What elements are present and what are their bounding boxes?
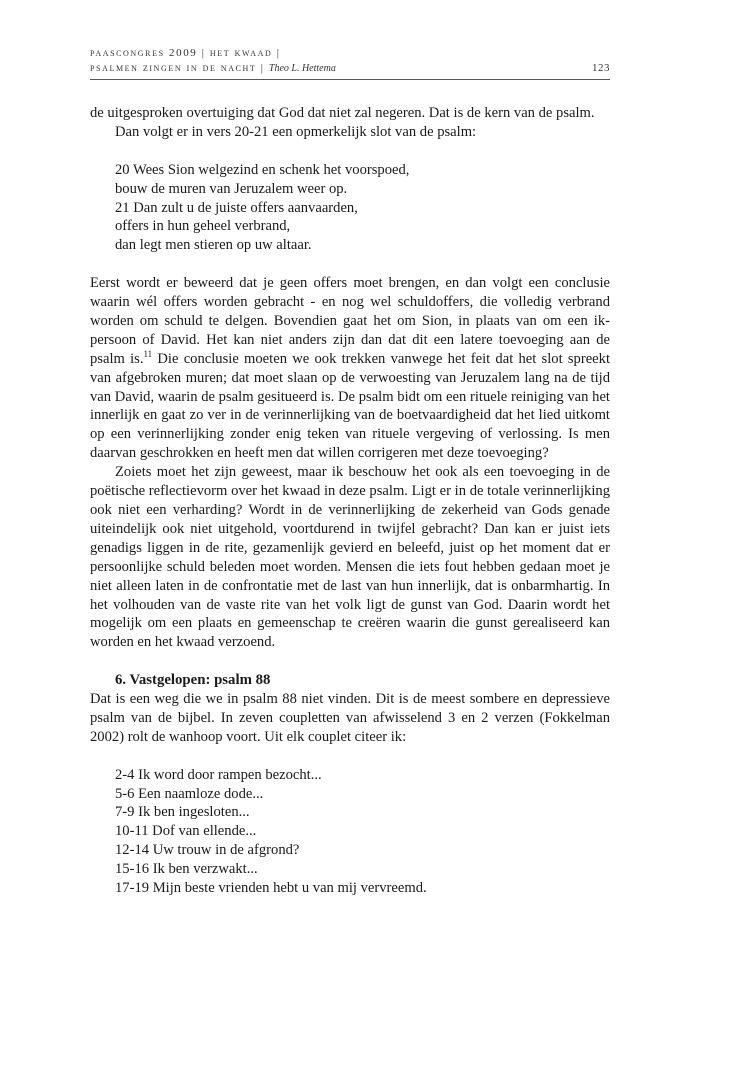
verse-line: dan legt men stieren op uw altaar. bbox=[115, 237, 312, 254]
spacer bbox=[90, 255, 610, 274]
verse-quote-2 bbox=[90, 766, 610, 898]
verse-line: offers in hun geheel verbrand, bbox=[115, 218, 291, 235]
verse-line: 17-19 Mijn beste vrienden hebt u van mij vervreemd. bbox=[115, 880, 427, 897]
paragraph-3-part-b: Die conclusie moeten we ook trekken vanwege het feit dat het slot spreekt van afgebroken muren; dat moet slaan op de verwoesting van Jeruzalem lang na de tijd van David, waarin de psalm gesitueerd is. De psalm bidt om een rituele reiniging van het innerlijk en gaat zo ver in de verinnerlijking van de boetvaardigheid dat het lied uitkomt op een verinnerlijking zonder enig teken van rituele vergeving of verlossing. Is men daarvan geschrokken en heeft men dat willen corrigeren met deze toevoeging? bbox=[90, 350, 611, 462]
verse-line: 5-6 Een naamloze dode... bbox=[115, 785, 264, 802]
verse-line: 15-16 Ik ben verzwakt... bbox=[115, 861, 258, 878]
header-rule bbox=[90, 79, 610, 80]
verse-line: 12-14 Uw trouw in de afgrond? bbox=[115, 842, 300, 859]
verse-quote-1 bbox=[90, 161, 610, 256]
spacer bbox=[90, 747, 610, 766]
verse-line: 2-4 Ik word door rampen bezocht... bbox=[115, 766, 322, 783]
paragraph-3-part-a: Eerst wordt er beweerd dat je geen offers moet brengen, en dan volgt een conclusie waarin wél offers worden gebracht - en nog wel schuldoffers, die volledig verbrand worden om schuld te delgen. Bovendien gaat het om Sion, in plaats van om een ik-persoon of David. Het kan niet anders zijn dan dat dit een latere toevoeging aan de psalm is. bbox=[90, 275, 610, 367]
footnote-reference[interactable]: 11 bbox=[143, 348, 153, 359]
paragraph-3 bbox=[90, 274, 610, 463]
page-body bbox=[90, 104, 610, 898]
running-header bbox=[90, 46, 610, 76]
verse-line: bouw de muren van Jeruzalem weer op. bbox=[115, 180, 348, 197]
paragraph-4: Zoiets moet het zijn geweest, maar ik beschouw het ook als een toevoeging in de poëtische reflectievorm over het kwaad in deze psalm. Ligt er in de totale verinnerlijking ook niet een verharding? Wordt in de verinnerlijking de zekerheid van Gods genade uiteindelijk ook niet uitgehold, voortdurend in twijfel gebracht? Dan kan er juist iets genadigs liggen in de rite, gezamenlijk gevierd en beleefd, juist op het moment dat er persoonlijke schuld beleden moet worden. Mensen die iets fout hebben gedaan moet je niet alleen laten in de confrontatie met de last van hun innerlijk, dat is onbarmhartig. In het volhouden van de vaste rite van het volk ligt de gunst van God. Daarin wordt het mogelijk om een plaats en gemeenschap te creëren waarin die gunst gerealiseerd kan worden en het kwaad verzoend. bbox=[90, 464, 610, 651]
verse-line: 21 Dan zult u de juiste offers aanvaarden, bbox=[115, 199, 358, 216]
page-number: 123 bbox=[592, 62, 610, 74]
paragraph-2: Dan volgt er in vers 20-21 een opmerkelijk slot van de psalm: bbox=[115, 123, 477, 140]
header-series-title: paascongres 2009 | het kwaad | bbox=[90, 47, 281, 59]
header-author: Theo L. Hettema bbox=[268, 63, 336, 74]
verse-line: 7-9 Ik ben ingesloten... bbox=[115, 804, 250, 821]
verse-line: 10-11 Dof van ellende... bbox=[115, 823, 257, 840]
verse-line: 20 Wees Sion welgezind en schenk het voorspoed, bbox=[115, 161, 410, 178]
spacer bbox=[90, 652, 610, 671]
section-heading: 6. Vastgelopen: psalm 88 bbox=[115, 672, 271, 689]
header-chapter-text: psalmen zingen in de nacht | bbox=[90, 62, 265, 74]
spacer bbox=[90, 142, 610, 161]
paragraph-5: Dat is een weg die we in psalm 88 niet vinden. Dit is de meest sombere en depressieve psalm van de bijbel. In zeven coupletten van afwisselend 3 en 2 verzen (Fokkelman 2002) rolt de wanhoop voort. Uit elk couplet citeer ik: bbox=[90, 691, 610, 745]
header-chapter-title bbox=[90, 61, 610, 76]
paragraph-1: de uitgesproken overtuiging dat God dat niet zal negeren. Dat is de kern van de psalm. bbox=[90, 105, 595, 121]
